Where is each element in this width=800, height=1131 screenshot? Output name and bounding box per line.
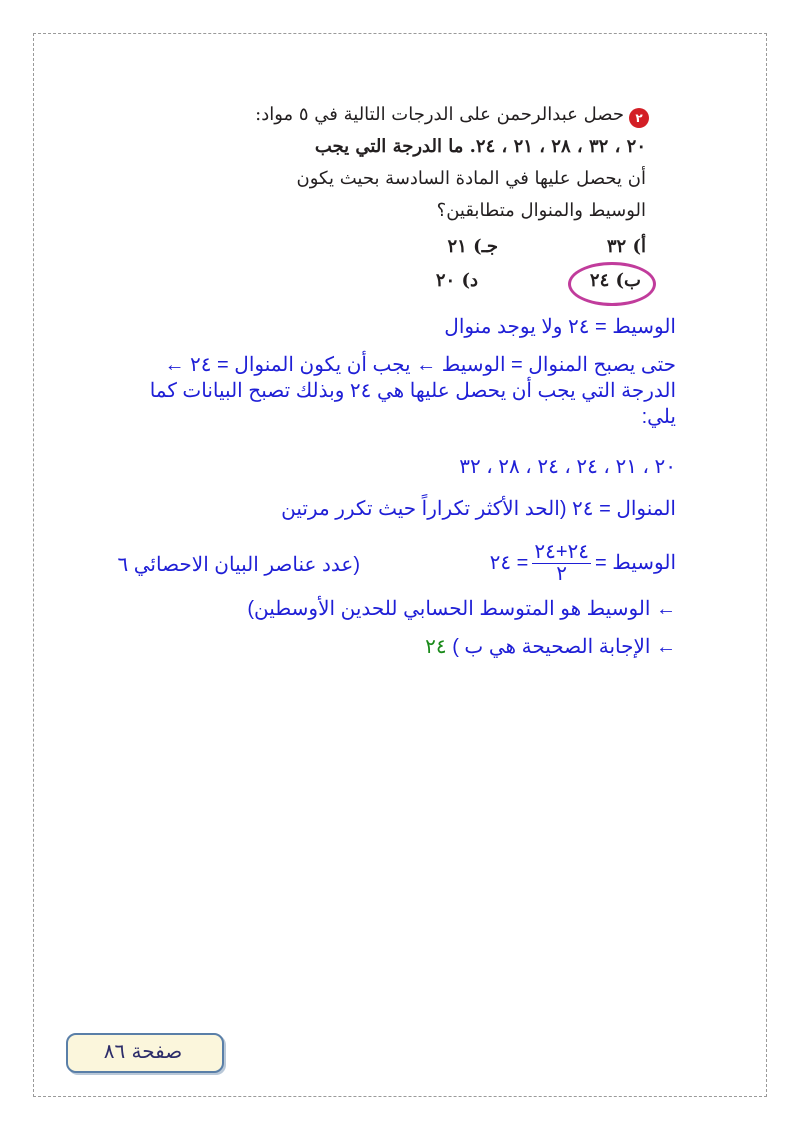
solution-mode-line: المنوال = ٢٤ (الحد الأكثر تكراراً حيث تكرر مرتين: [281, 498, 676, 520]
median-note: ← الوسيط هو المتوسط الحسابي للحدين الأوسطين): [247, 598, 676, 620]
solution-step-2: الدرجة التي يجب أن يحصل عليها هي ٢٤ وبذلك تصبح البيانات كما: [149, 380, 676, 402]
count-note: (عدد عناصر البيان الاحصائي ٦: [117, 554, 360, 576]
option-d: د) ٢٠: [435, 270, 478, 291]
option-a: أ) ٣٢: [606, 236, 646, 257]
fraction-numerator: ٢٤+٢٤: [534, 540, 589, 563]
answer-value: ٢٤: [425, 636, 447, 658]
solution-median-formula: [490, 536, 676, 588]
question-line-3: أن يحصل عليها في المادة السادسة بحيث يكون: [296, 168, 646, 189]
question-line-2: ٢٠ ، ٣٢ ، ٢٨ ، ٢١ ، ٢٤. ما الدرجة التي يجب: [314, 136, 646, 157]
page-number-label: صفحة ٨٦: [103, 1039, 183, 1063]
answer-line: [425, 634, 676, 659]
solution-step-3: يلي:: [641, 406, 676, 428]
question-line-4: الوسيط والمنوال متطابقين؟: [436, 200, 646, 221]
median-result: = ٢٤: [489, 551, 529, 574]
question-line-1: حصل عبدالرحمن على الدرجات التالية في ٥ مواد:: [255, 104, 624, 125]
median-label: الوسيط =: [595, 551, 676, 574]
solution-step-1: حتى يصبح المنوال = الوسيط ← يجب أن يكون المنوال = ٢٤ ←: [164, 354, 676, 376]
fraction-denominator: ٢: [556, 562, 568, 585]
solution-data-list: ٢٠ ، ٢١ ، ٢٤ ، ٢٤ ، ٢٨ ، ٣٢: [459, 456, 676, 478]
option-c: جـ) ٢١: [447, 236, 498, 257]
solution-median-line: الوسيط = ٢٤ ولا يوجد منوال: [444, 316, 676, 338]
option-b: ب) ٢٤: [589, 270, 641, 291]
question-number-badge: ٢: [629, 108, 649, 128]
median-fraction: [532, 541, 591, 584]
answer-label: ← الإجابة الصحيحة هي ب ): [452, 636, 676, 658]
correct-option-circle: [568, 262, 656, 306]
